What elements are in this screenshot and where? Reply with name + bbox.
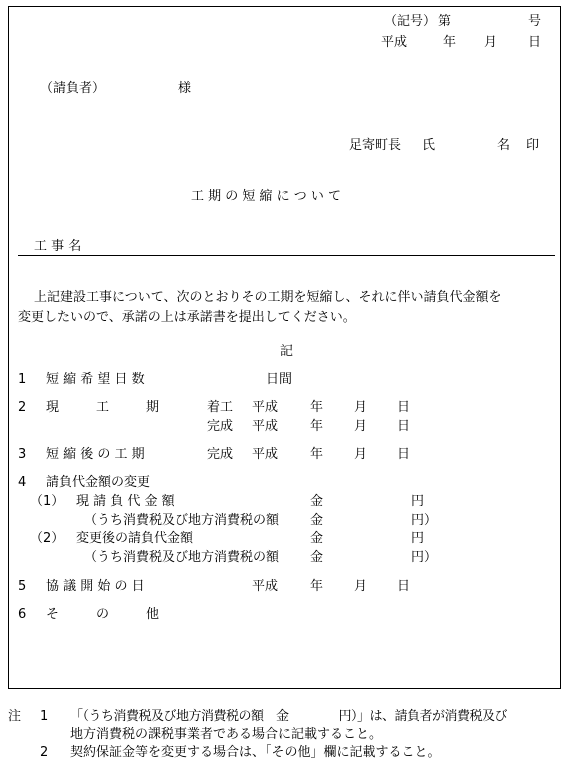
item-2-start: 着工 <box>207 400 234 415</box>
item-1-number: 1 <box>18 372 27 387</box>
item-4-number: 4 <box>18 475 27 490</box>
item-4-sub1-label: 現 請 負 代 金 額 <box>76 494 175 509</box>
item-4-sub2-tax-kin: 金 <box>310 550 324 565</box>
item-5-era: 平成 <box>252 579 279 594</box>
item-1-unit: 日間 <box>266 372 293 387</box>
item-3-day: 日 <box>397 447 411 462</box>
item-4-sub2-number: （2） <box>30 531 65 546</box>
item-5-month: 月 <box>354 579 368 594</box>
item-3-number: 3 <box>18 447 27 462</box>
item-2-label-c: 期 <box>146 400 160 415</box>
sender-shi: 氏 <box>422 138 436 153</box>
body-line-2: 変更したいので、承諾の上は承諾書を提出してください。 <box>18 310 356 325</box>
item-3-month: 月 <box>354 447 368 462</box>
item-4-sub1-number: （1） <box>30 494 65 509</box>
item-4-sub2-kin: 金 <box>310 531 324 546</box>
item-4-sub1-yen: 円 <box>411 494 425 509</box>
item-2-start-day: 日 <box>397 400 411 415</box>
gou-label: 号 <box>528 14 542 29</box>
item-2-end-day: 日 <box>397 419 411 434</box>
kigou-label: （記号） <box>384 14 437 29</box>
item-2-start-era: 平成 <box>252 400 279 415</box>
header-day: 日 <box>528 35 542 50</box>
seal-mark: 印 <box>526 138 540 153</box>
note-1-number: 1 <box>40 709 49 724</box>
header-era: 平成 <box>381 35 408 50</box>
note-2-line-1: 契約保証金等を変更する場合は、「その他」欄に記載すること。 <box>70 745 441 760</box>
item-4-sub1-tax-yen: 円） <box>411 513 438 528</box>
note-1-line-2: 地方消費税の課税事業者である場合に記載すること。 <box>70 727 383 742</box>
item-3-era: 平成 <box>252 447 279 462</box>
item-2-start-year: 年 <box>310 400 324 415</box>
item-2-end-era: 平成 <box>252 419 279 434</box>
ki-heading: 記 <box>280 344 294 359</box>
item-5-day: 日 <box>397 579 411 594</box>
item-3-end: 完成 <box>207 447 234 462</box>
item-2-end-month: 月 <box>354 419 368 434</box>
item-6-number: 6 <box>18 607 27 622</box>
notes-label: 注 <box>8 709 22 724</box>
item-2-end-year: 年 <box>310 419 324 434</box>
sender-mei: 名 <box>497 138 511 153</box>
note-2-number: 2 <box>40 745 49 760</box>
document-title: 工 期 の 短 縮 に つ い て <box>191 189 342 204</box>
item-4-sub2-label: 変更後の請負代金額 <box>76 531 194 546</box>
header-month: 月 <box>484 35 498 50</box>
item-4-sub1-tax-kin: 金 <box>310 513 324 528</box>
item-5-number: 5 <box>18 579 27 594</box>
item-3-year: 年 <box>310 447 324 462</box>
note-1-line-1: 「（うち消費税及び地方消費税の額 金 円）」は、請負者が消費税及び <box>70 709 508 724</box>
project-underline <box>18 255 555 256</box>
sender-title: 足寄町長 <box>349 138 402 153</box>
item-5-label: 協 議 開 始 の 日 <box>46 579 145 594</box>
item-4-sub1-tax-label: （うち消費税及び地方消費税の額 <box>84 513 280 528</box>
recipient-sama: 様 <box>178 81 192 96</box>
item-4-sub2-yen: 円 <box>411 531 425 546</box>
item-4-label: 請負代金額の変更 <box>46 475 151 490</box>
project-name-label: 工 事 名 <box>34 239 82 254</box>
item-4-sub1-kin: 金 <box>310 494 324 509</box>
item-4-sub2-tax-yen: 円） <box>411 550 438 565</box>
recipient-label: （請負者） <box>40 81 106 96</box>
item-2-start-month: 月 <box>354 400 368 415</box>
item-2-end: 完成 <box>207 419 234 434</box>
item-3-label: 短 縮 後 の 工 期 <box>46 447 145 462</box>
item-4-sub2-tax-label: （うち消費税及び地方消費税の額 <box>84 550 280 565</box>
item-6-label-b: の <box>96 607 110 622</box>
item-6-label-c: 他 <box>146 607 160 622</box>
dai-label: 第 <box>438 14 452 29</box>
item-2-number: 2 <box>18 400 27 415</box>
item-6-label-a: そ <box>46 607 60 622</box>
header-year: 年 <box>443 35 457 50</box>
body-line-1: 上記建設工事について、次のとおりその工期を短縮し、それに伴い請負代金額を <box>34 290 502 305</box>
item-5-year: 年 <box>310 579 324 594</box>
item-2-label-a: 現 <box>46 400 60 415</box>
item-1-label: 短 縮 希 望 日 数 <box>46 372 145 387</box>
item-2-label-b: 工 <box>96 400 110 415</box>
